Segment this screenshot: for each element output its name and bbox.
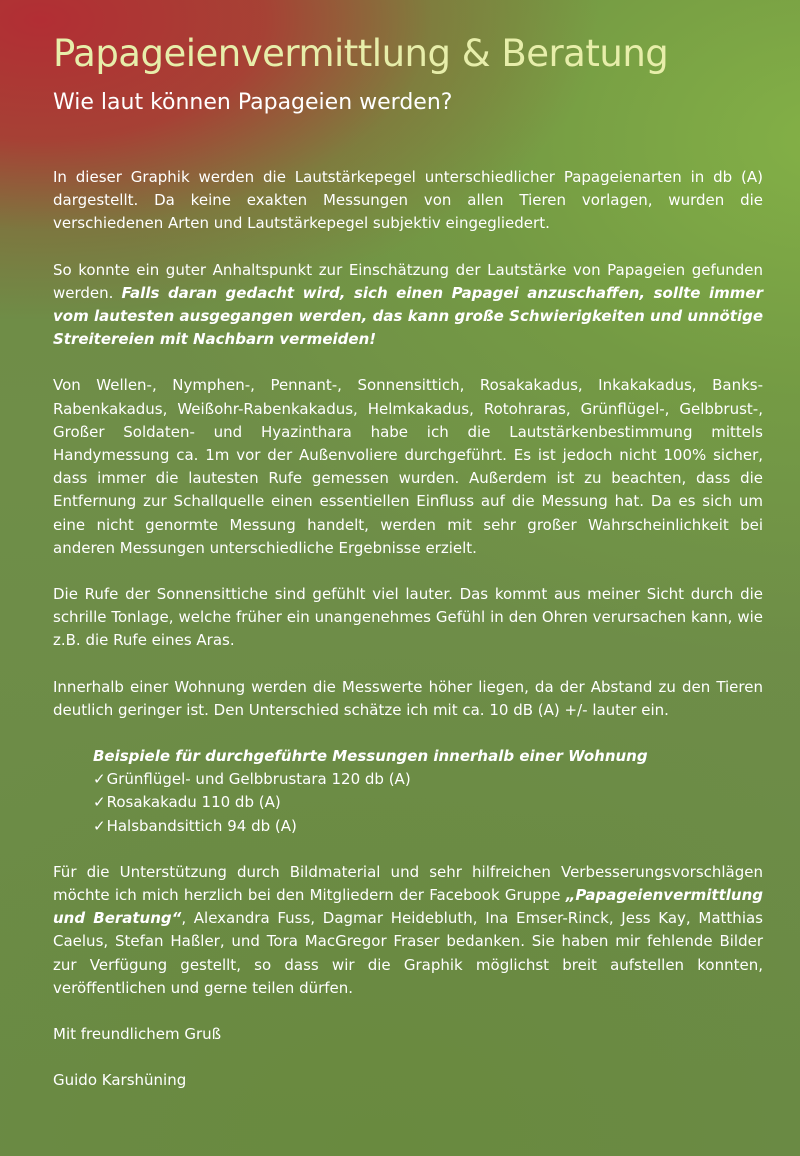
- signature-block: [53, 1023, 763, 1092]
- content-column: [53, 30, 763, 1093]
- guidance-text: So konnte ein guter Anhaltspunkt zur Einschätzung der Lautstärke von Papageien gefunden werden.: [53, 260, 763, 302]
- page-subtitle: Wie laut können Papageien werden?: [53, 90, 453, 115]
- checkmark-icon: ✓: [93, 793, 106, 812]
- thanks-text-1: Für die Unterstützung durch Bildmaterial und sehr hilfreichen Verbesserungsvorschlägen möchte ich mich herzlich bei den Mitgliedern der Facebook Gruppe: [53, 862, 763, 905]
- checkmark-icon: ✓: [93, 770, 106, 789]
- intro-paragraph: In dieser Graphik werden die Lautstärkepegel unterschiedlicher Papageienarten in db (A) dargestellt. Da keine exakten Messungen von allen Tieren vorlagen, wurden die verschiedenen Arten und Lautstärkepegel subjektiv eingegliedert.: [53, 168, 763, 233]
- list-item: [93, 815, 763, 838]
- thanks-paragraph: [53, 861, 763, 1000]
- guidance-paragraph: [53, 259, 763, 352]
- list-item-label: Halsbandsittich 94 db (A): [106, 816, 297, 835]
- sun-conure-paragraph: Die Rufe der Sonnensittiche sind gefühlt viel lauter. Das kommt aus meiner Sicht durch die schrille Tonlage, welche früher ein unangenehmes Gefühl in den Ohren verursachen kann, wie z.B. die Rufe eines Aras.: [53, 585, 763, 650]
- examples-list: [93, 745, 763, 838]
- list-item-label: Grünflügel- und Gelbbrustara 120 db (A): [106, 770, 411, 789]
- list-item: [93, 768, 763, 791]
- greeting: Mit freundlichem Gruß: [53, 1025, 222, 1044]
- indoor-paragraph: Innerhalb einer Wohnung werden die Messwerte höher liegen, da der Abstand zu den Tieren deutlich geringer ist. Den Unterschied schätze ich mit ca. 10 dB (A) +/- lauter ein.: [53, 677, 763, 719]
- examples-title: Beispiele für durchgeführte Messungen innerhalb einer Wohnung: [93, 747, 648, 766]
- thanks-text-2: , Alexandra Fuss, Dagmar Heidebluth, Ina Emser-Rinck, Jess Kay, Matthias Caelus, Stefan Haßler, und Tora MacGregor Fraser bedanken. Sie haben mir fehlende Bilder zur Verfügung gestellt, so dass wir die Graphik möglichst breit aufstellen konnten, veröffentlichen und gerne teilen dürfen.: [53, 909, 763, 997]
- list-item-label: Rosakakadu 110 db (A): [106, 793, 281, 812]
- list-item: [93, 791, 763, 814]
- method-paragraph: Von Wellen-, Nymphen-, Pennant-, Sonnensittich, Rosakakadus, Inkakakadus, Banks-Rabenkakadus, Weißohr-Rabenkakadus, Helmkakadus, Rotohraras, Grünflügel-, Gelbbrust-, Großer Soldaten- und Hyazinthara habe ich die Lautstärkenbestimmung mittels Handymessung ca. 1m vor der Außenvoliere durchgeführt. Es ist jedoch nicht 100% sicher, dass immer die lautesten Rufe gemessen wurden. Außerdem ist zu beachten, dass die Entfernung zur Schallquelle einen essentiellen Einfluss auf die Messung hat. Da es sich um eine nicht genormte Messung handelt, werden mit sehr großer Wahrscheinlichkeit bei anderen Messungen unterschiedliche Ergebnisse erzielt.: [53, 376, 763, 557]
- checkmark-icon: ✓: [93, 816, 106, 835]
- group-name: „Papageienvermittlung und Beratung“: [53, 886, 763, 928]
- page-title: Papageienvermittlung & Beratung: [53, 32, 669, 75]
- guidance-warning: Falls daran gedacht wird, sich einen Papagei anzuschaffen, sollte immer vom lautesten ausgegangen werden, das kann große Schwierigkeiten und unnötige Streitereien mit Nachbarn vermeiden!: [53, 283, 763, 349]
- author-name: Guido Karshüning: [53, 1071, 187, 1090]
